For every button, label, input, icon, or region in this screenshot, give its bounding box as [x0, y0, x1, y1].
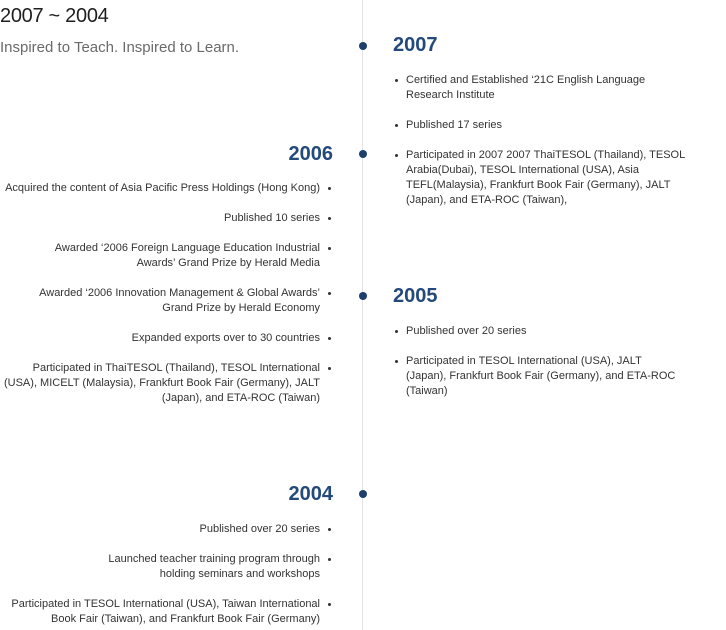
timeline-dot-2006	[359, 150, 367, 158]
list-item: Participated in TESOL International (USA), Taiwan International Book Fair (Taiwan), and Frankfurt Book Fair (Germany)	[0, 597, 333, 627]
bullet-icon	[395, 79, 398, 82]
bullet-icon	[328, 292, 331, 295]
list-item: Participated in ThaiTESOL (Thailand), TESOL International (USA), MICELT (Malaysia), Frankfurt Book Fair (Germany), JALT (Japan), and ETA-ROC (Taiwan)	[0, 361, 333, 406]
bullet-icon	[395, 124, 398, 127]
list-item: Awarded ‘2006 Foreign Language Education Industrial Awards’ Grand Prize by Herald Media	[45, 241, 333, 271]
bullet-icon	[395, 360, 398, 363]
list-item: Published 10 series	[0, 211, 333, 226]
bullet-icon	[328, 217, 331, 220]
events-2006	[0, 181, 333, 406]
list-item: Published 17 series	[393, 118, 718, 133]
year-2005: 2005	[393, 285, 438, 307]
page-title: 2007 ~ 2004	[0, 5, 109, 27]
year-2004: 2004	[288, 483, 333, 505]
bullet-icon	[328, 247, 331, 250]
list-item: Expanded exports over to 30 countries	[0, 331, 333, 346]
timeline-dot-2007	[359, 42, 367, 50]
page-subtitle: Inspired to Teach. Inspired to Learn.	[0, 39, 240, 56]
list-item: Launched teacher training program through holding seminars and workshops	[80, 552, 333, 582]
bullet-icon	[328, 603, 331, 606]
year-2006: 2006	[288, 143, 333, 165]
timeline-line	[362, 0, 363, 630]
bullet-icon	[395, 330, 398, 333]
bullet-icon	[395, 154, 398, 157]
year-2007: 2007	[393, 34, 438, 56]
list-item: Published over 20 series	[0, 522, 333, 537]
list-item: Certified and Established ‘21C English Language Research Institute	[393, 73, 646, 103]
list-item: Published over 20 series	[393, 324, 718, 339]
bullet-icon	[328, 367, 331, 370]
list-item: Participated in 2007 2007 ThaiTESOL (Thailand), TESOL Arabia(Dubai), TESOL International (USA), Asia TEFL(Malaysia), Frankfurt Book Fair (Germany), JALT (Japan), and ETA-ROC (Taiwan),	[393, 148, 706, 208]
events-2004	[0, 522, 333, 627]
bullet-icon	[328, 558, 331, 561]
bullet-icon	[328, 337, 331, 340]
bullet-icon	[328, 187, 331, 190]
timeline-dot-2004	[359, 490, 367, 498]
events-2007	[393, 73, 718, 208]
timeline-dot-2005	[359, 292, 367, 300]
list-item: Participated in TESOL International (USA), JALT (Japan), Frankfurt Book Fair (Germany), and ETA-ROC (Taiwan)	[393, 354, 681, 399]
events-2005	[393, 324, 718, 399]
bullet-icon	[328, 528, 331, 531]
list-item: Awarded ‘2006 Innovation Management & Global Awards’ Grand Prize by Herald Economy	[15, 286, 333, 316]
list-item: Acquired the content of Asia Pacific Press Holdings (Hong Kong)	[0, 181, 333, 196]
